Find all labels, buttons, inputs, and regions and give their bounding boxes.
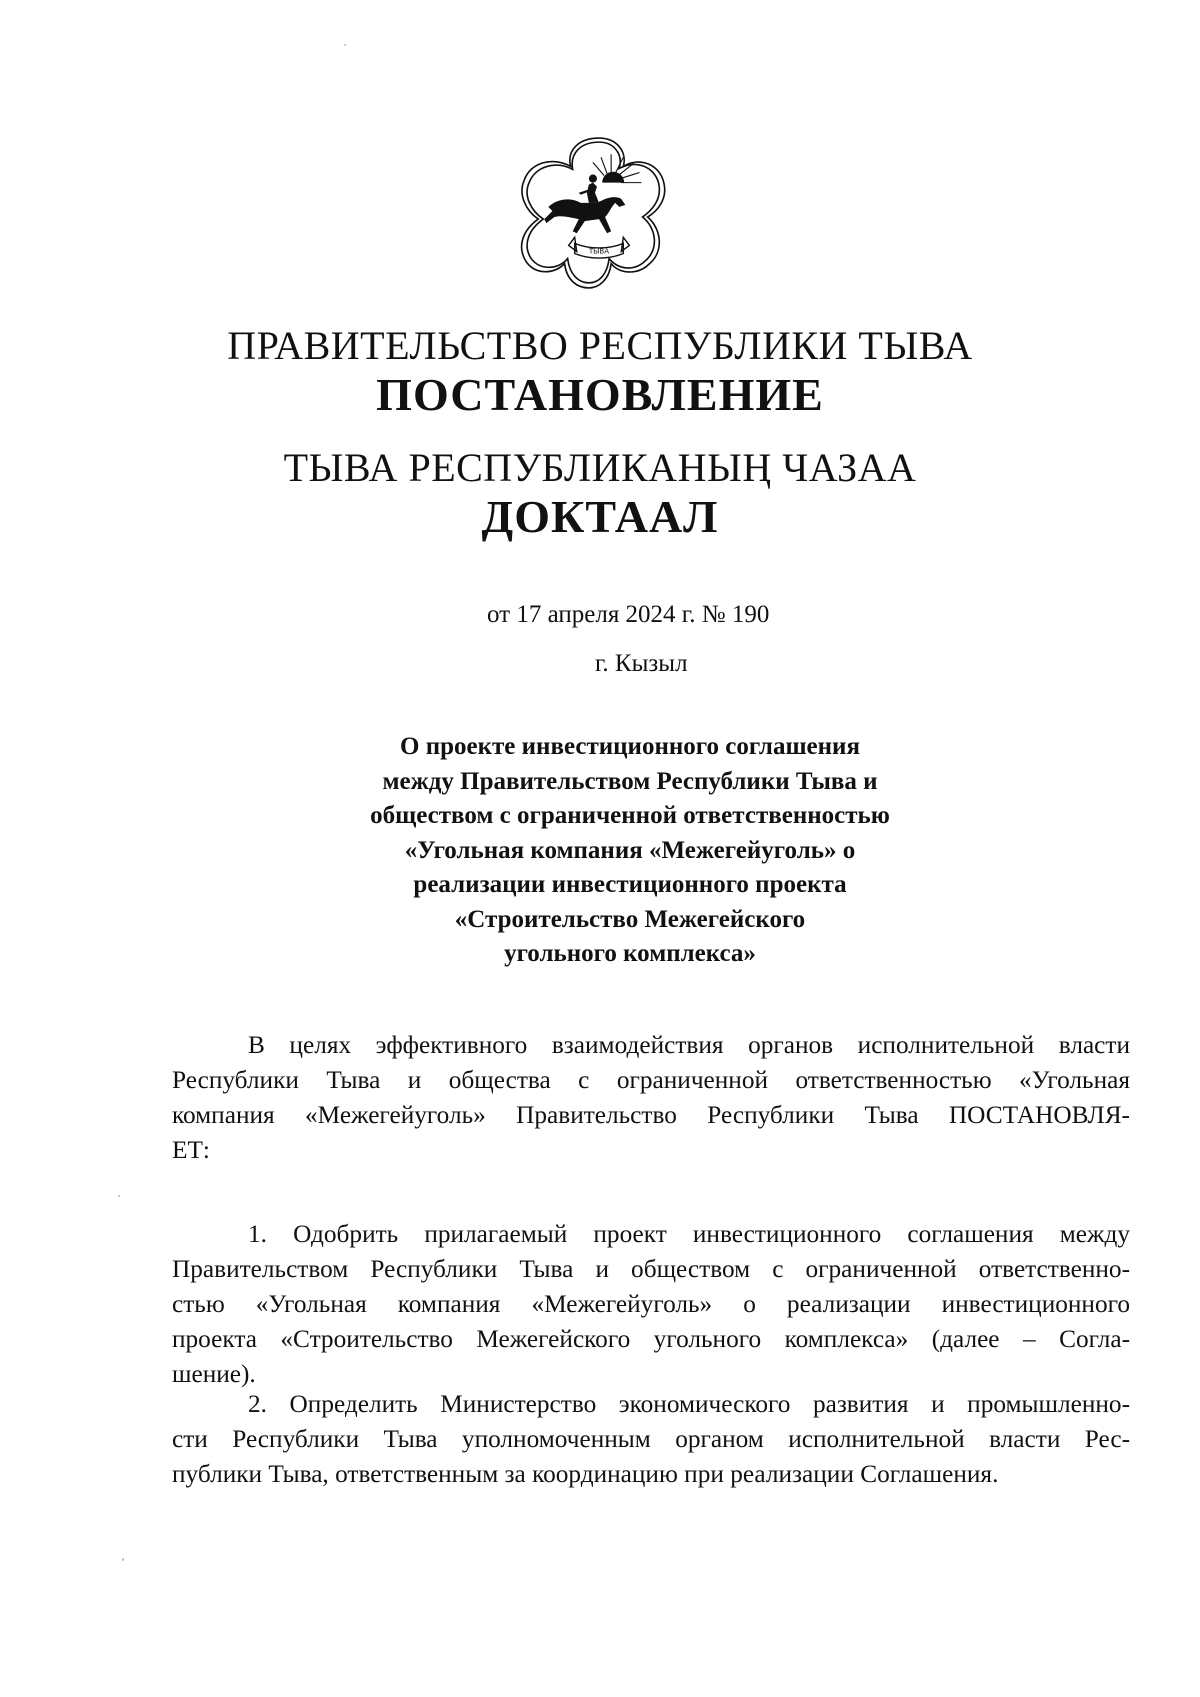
title-line: угольного комплекса» (504, 940, 756, 967)
emblem-text: ТЫВА (588, 246, 610, 256)
decree-date-number: от 17 апреля 2024 г. № 190 (487, 601, 770, 628)
item-1-paragraph (172, 1217, 1130, 1392)
decree-city: г. Кызыл (595, 650, 688, 677)
title-line: между Правительством Республики Тыва и (382, 767, 878, 795)
scan-speck (122, 1558, 124, 1561)
decree-subject-title (330, 730, 930, 972)
title-line: реализации инвестиционного проекта (413, 871, 847, 898)
decree-title-ru: ПОСТАНОВЛЕНИЕ (376, 369, 824, 420)
text-line: ЕТ: (172, 1136, 210, 1164)
decree-title-tv: ДОКТААЛ (481, 491, 719, 542)
text-line: проекта «Строительство Межегейского угольного комплекса» (далее – Согла- (172, 1325, 1130, 1353)
scan-speck (344, 44, 346, 46)
text-line: компания «Межегейуголь» Правительство Республики Тыва ПОСТАНОВЛЯ- (172, 1101, 1130, 1129)
title-line: «Угольная компания «Межегейуголь» о (404, 836, 856, 864)
government-title-ru: ПРАВИТЕЛЬСТВО РЕСПУБЛИКИ ТЫВА (227, 323, 973, 368)
tyva-emblem (518, 132, 680, 294)
title-line: обществом с ограниченной ответственностью (370, 802, 890, 829)
text-line: шение). (172, 1360, 256, 1388)
government-title-tv: ТЫВА РЕСПУБЛИКАНЫҢ ЧАЗАА (283, 445, 917, 490)
title-line: «Строительство Межегейского (454, 905, 806, 933)
text-line: 2. Определить Министерство экономического развития и промышленно- (248, 1390, 1130, 1418)
item-2-paragraph (172, 1387, 1130, 1492)
text-line: публики Тыва, ответственным за координацию при реализации Соглашения. (172, 1460, 999, 1488)
scan-speck (118, 1195, 120, 1197)
text-line: В целях эффективного взаимодействия органов исполнительной власти (248, 1031, 1130, 1059)
text-line: стью «Угольная компания «Межегейуголь» о реализации инвестиционного (172, 1290, 1130, 1318)
text-line: Республики Тыва и общества с ограниченной ответственностью «Угольная (172, 1066, 1130, 1094)
text-line: сти Республики Тыва уполномоченным органом исполнительной власти Рес- (172, 1425, 1130, 1453)
text-line: 1. Одобрить прилагаемый проект инвестиционного соглашения между (248, 1220, 1130, 1248)
preamble-paragraph (172, 1028, 1130, 1168)
text-line: Правительством Республики Тыва и обществом с ограниченной ответственно- (172, 1255, 1130, 1283)
title-line: О проекте инвестиционного соглашения (400, 733, 860, 760)
